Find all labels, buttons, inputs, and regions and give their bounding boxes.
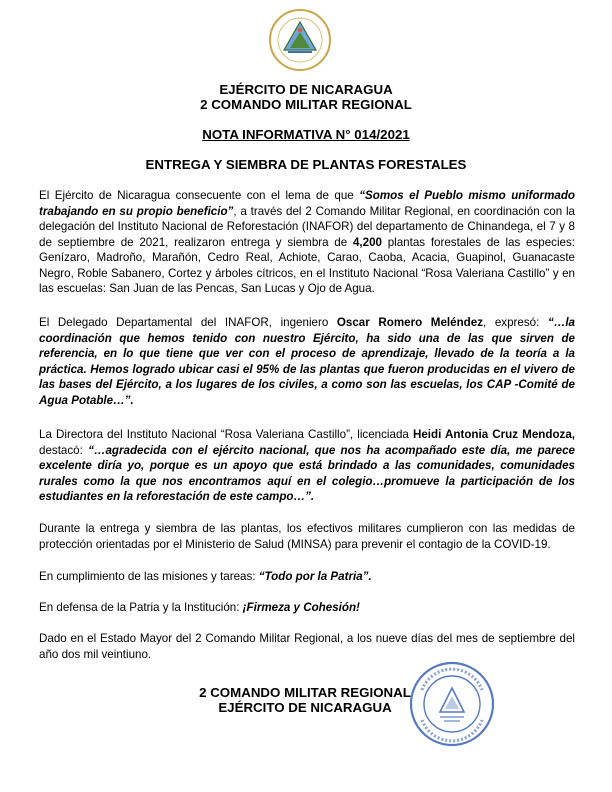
document-title: ENTREGA Y SIEMBRA DE PLANTAS FORESTALES [145, 157, 467, 172]
paragraph-1 [39, 188, 575, 297]
paragraph-4: Durante la entrega y siembra de las plantas, los efectivos militares cumplieron con las medidas de protección orientadas por el Ministerio de Salud (MINSA) para prevenir el contagio de la COVID-19. [39, 522, 575, 551]
p2-text-c: , expresó: [483, 316, 548, 329]
p1-text-c: , a través del 2 Comando Militar Regional, en coordinación con la delegación del Instituto Nacional de Reforestación (INAFOR) del departamento de Chinandega, el 7 y 8 de septiembre de 2021, realizaron entrega y siembra de [39, 204, 575, 249]
p5-text-a: En cumplimiento de las misiones y tareas: [39, 570, 259, 583]
p3-text-c: destacó: [39, 443, 89, 457]
paragraph-6 [39, 600, 575, 616]
coat-of-arms-icon [268, 8, 332, 72]
header-command: 2 COMANDO MILITAR REGIONAL [200, 97, 412, 112]
p1-text-a: El Ejército de Nicaragua consecuente con el lema de que [39, 189, 360, 202]
header-institution: EJÉRCITO DE NICARAGUA [219, 82, 393, 97]
signature-institution: EJÉRCITO DE NICARAGUA [218, 700, 392, 715]
p5-motto: “Todo por la Patria”. [258, 570, 372, 583]
nota-text: NOTA INFORMATIVA N° 014/2021 [202, 127, 410, 142]
p2-quote: “…la coordinación que hemos tenido con nuestro Ejército, ha sido una de las que sirven de referencia, en lo que tiene que ver con el proceso de aprendizaje, llevado de la teoría a la práctica. Hemos logrado ubicar casi el 95% de las plantas que fueron producidas en el vivero de las bases del Ejército, a los lugares de los civiles, a como son las escuelas, los CAP -Comité de Agua Potable…”. [39, 316, 575, 407]
p3-text-a: La Directora del Instituto Nacional “Rosa Valeriana Castillo”, licenciada [39, 428, 413, 441]
p1-quantity: 4,200 [352, 235, 382, 249]
p6-text-a: En defensa de la Patria y la Institución: [39, 601, 243, 614]
signature-command: 2 COMANDO MILITAR REGIONAL [199, 685, 411, 700]
p1-text-e: plantas forestales de las especies: Genízaro, Madroño, Marañón, Cedro Real, Achiote, Carao, Caoba, Acacia, Guapinol, Guanacaste Negro, Roble Sabanero, Cortez y árboles cítricos, en el Instituto Nacional “Rosa Valeriana Castillo” y en las escuelas: San Juan de las Pencas, San Lucas y Ojo de Agua. [39, 235, 575, 295]
p2-speaker: Oscar Romero Meléndez [336, 316, 483, 329]
p2-text-a: El Delegado Departamental del INAFOR, ingeniero [39, 316, 337, 329]
paragraph-2 [39, 315, 575, 408]
paragraph-3 [39, 427, 575, 505]
p6-motto: ¡Firmeza y Cohesión! [242, 601, 360, 614]
nota-number [0, 127, 612, 142]
p3-quote: “…agradecida con el ejército nacional, que nos ha acompañado este día, me parece excelente diría yo, porque es un apoyo que está brindado a las comunidades, comunidades rurales como la que nos encontramos aquí en el colegio…promueve la participación de los estudiantes en la reforestación de este campo…”. [39, 443, 575, 503]
paragraph-7: Dado en el Estado Mayor del 2 Comando Militar Regional, a los nueve días del mes de septiembre del año dos mil veintiuno. [39, 632, 575, 661]
p3-speaker: Heidi Antonia Cruz Mendoza, [412, 428, 575, 441]
official-seal-stamp-icon [408, 660, 496, 748]
paragraph-5 [39, 569, 575, 585]
p1-motto: “Somos el Pueblo mismo uniformado trabajando en su propio beneficio” [39, 189, 575, 218]
